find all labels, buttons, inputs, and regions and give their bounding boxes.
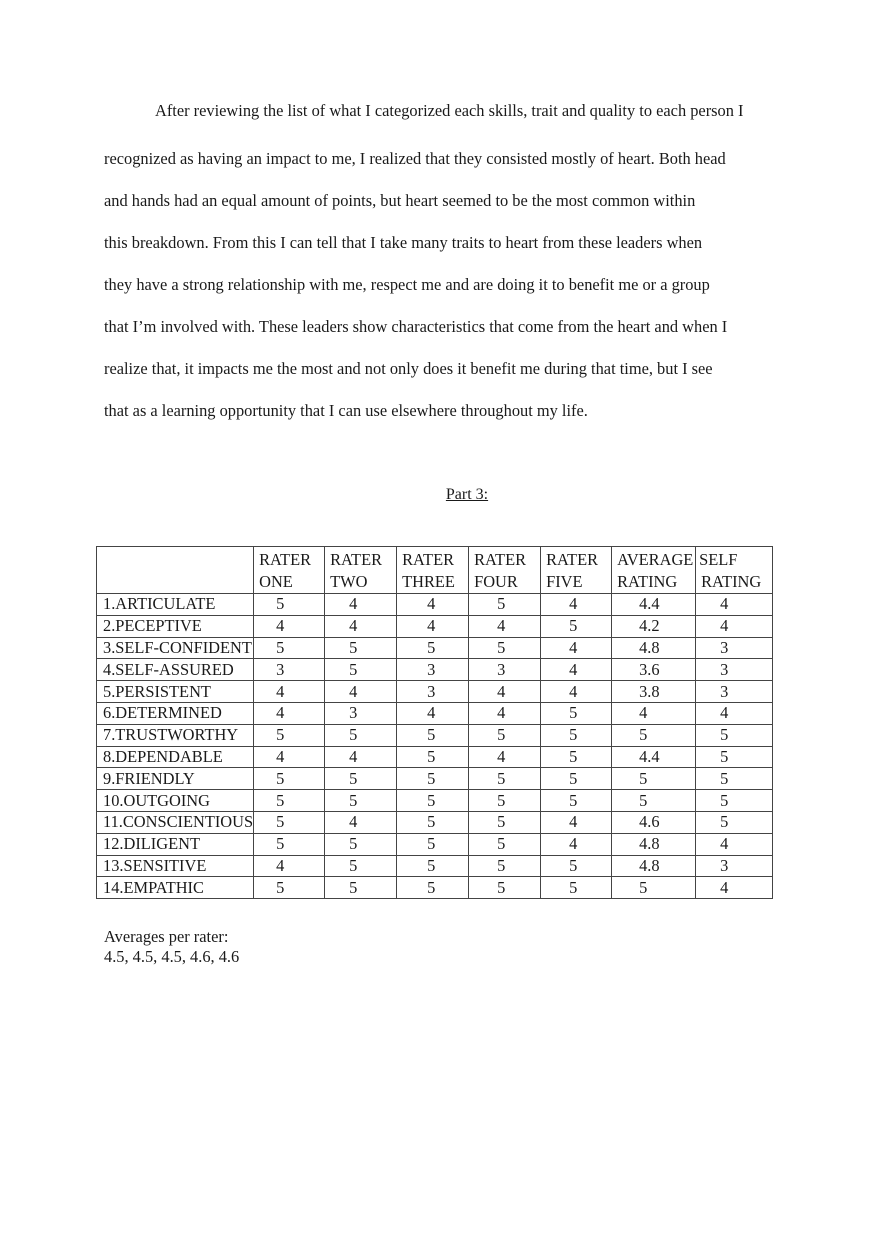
rating-cell [541, 746, 612, 768]
trait-name: 6.DETERMINED [103, 703, 222, 723]
header-line: SELF [699, 550, 738, 569]
table-row [97, 746, 773, 768]
rating-value: 5 [497, 594, 506, 614]
rating-value: 4 [427, 703, 436, 723]
rating-value: 5 [497, 812, 506, 832]
table-row [97, 681, 773, 703]
rating-cell [397, 615, 469, 637]
trait-name: 1.ARTICULATE [103, 594, 216, 614]
rating-value: 3 [720, 637, 729, 657]
rating-value: 5 [276, 768, 285, 788]
table-row [97, 768, 773, 790]
header-line: RATING [617, 571, 678, 591]
trait-cell [97, 790, 254, 812]
rating-value: 5 [349, 790, 358, 810]
rating-cell [254, 681, 325, 703]
rating-cell [696, 724, 773, 746]
rating-value: 4 [569, 637, 578, 657]
rating-value: 3.8 [639, 681, 660, 701]
rating-value: 4 [569, 594, 578, 614]
rating-cell [325, 833, 397, 855]
rating-cell [612, 877, 696, 899]
rating-value: 5 [276, 725, 285, 745]
rating-cell [541, 702, 612, 724]
rating-cell [696, 768, 773, 790]
rating-value: 5 [569, 703, 578, 723]
rating-value: 4 [349, 594, 358, 614]
rating-cell [696, 833, 773, 855]
rating-value: 4 [720, 594, 729, 614]
paragraph-line: that as a learning opportunity that I can use elsewhere throughout my life. [104, 401, 588, 420]
rating-cell [541, 811, 612, 833]
rating-value: 5 [569, 616, 578, 636]
rating-value: 3 [276, 659, 285, 679]
rating-cell [696, 790, 773, 812]
rating-cell [397, 659, 469, 681]
rating-cell [254, 811, 325, 833]
rating-cell [469, 855, 541, 877]
rating-value: 5 [427, 834, 436, 854]
rating-cell [541, 833, 612, 855]
header-line: TWO [330, 571, 368, 591]
rating-cell [696, 877, 773, 899]
rating-value: 4 [349, 812, 358, 832]
rating-cell [696, 811, 773, 833]
rating-cell [254, 637, 325, 659]
rating-cell [612, 659, 696, 681]
rating-cell [254, 615, 325, 637]
paragraph-line: recognized as having an impact to me, I realized that they consisted mostly of heart. Both head [104, 149, 726, 168]
header-cell-self-rating [696, 547, 773, 594]
rating-value: 4 [569, 681, 578, 701]
rating-value: 5 [569, 855, 578, 875]
rating-cell [325, 877, 397, 899]
rating-cell [612, 790, 696, 812]
header-line: FOUR [474, 571, 518, 591]
rating-value: 4.8 [639, 834, 660, 854]
rating-value: 5 [276, 877, 285, 897]
rating-value: 5 [639, 768, 648, 788]
table-row [97, 637, 773, 659]
section-heading-text: Part 3: [445, 486, 489, 503]
trait-cell [97, 855, 254, 877]
table-row [97, 790, 773, 812]
rating-value: 5 [349, 834, 358, 854]
rating-cell [612, 833, 696, 855]
rating-value: 5 [720, 725, 729, 745]
table-row [97, 877, 773, 899]
header-line: THREE [402, 571, 455, 591]
rater-averages-values: 4.5, 4.5, 4.5, 4.6, 4.6 [104, 947, 240, 966]
rating-value: 4 [720, 616, 729, 636]
table-row [97, 724, 773, 746]
header-cell-rater-five [541, 547, 612, 594]
rating-value: 4.8 [639, 637, 660, 657]
trait-cell [97, 811, 254, 833]
rating-value: 3 [720, 659, 729, 679]
trait-cell [97, 637, 254, 659]
rating-value: 5 [276, 637, 285, 657]
rating-cell [469, 637, 541, 659]
rating-value: 5 [427, 746, 436, 766]
trait-cell [97, 724, 254, 746]
rating-value: 5 [720, 790, 729, 810]
rating-value: 4 [349, 746, 358, 766]
rating-cell [541, 659, 612, 681]
rating-value: 5 [720, 746, 729, 766]
header-line: RATER [330, 550, 383, 569]
trait-name: 10.OUTGOING [103, 790, 210, 810]
rating-value: 5 [639, 790, 648, 810]
rating-value: 4.4 [639, 746, 660, 766]
trait-name: 5.PERSISTENT [103, 681, 211, 701]
rating-cell [541, 615, 612, 637]
rating-cell [254, 702, 325, 724]
rating-cell [325, 724, 397, 746]
paragraph-line: they have a strong relationship with me, respect me and are doing it to benefit me or a group [104, 275, 710, 294]
rating-value: 5 [427, 812, 436, 832]
table-row [97, 594, 773, 616]
rating-cell [469, 659, 541, 681]
rating-value: 5 [639, 725, 648, 745]
rating-cell [541, 790, 612, 812]
rating-cell [541, 594, 612, 616]
rating-cell [541, 855, 612, 877]
rating-cell [254, 594, 325, 616]
table-row [97, 702, 773, 724]
rating-value: 4 [720, 877, 729, 897]
rater-averages [104, 927, 239, 967]
trait-cell [97, 833, 254, 855]
rating-cell [696, 659, 773, 681]
rating-cell [612, 855, 696, 877]
rating-cell [696, 702, 773, 724]
rating-cell [469, 681, 541, 703]
rating-cell [612, 615, 696, 637]
table-row [97, 659, 773, 681]
rating-cell [469, 877, 541, 899]
table-row [97, 833, 773, 855]
rating-cell [469, 768, 541, 790]
rating-value: 3 [720, 855, 729, 875]
rating-value: 5 [427, 855, 436, 875]
trait-cell [97, 768, 254, 790]
rating-value: 5 [276, 790, 285, 810]
rating-cell [325, 659, 397, 681]
rating-cell [469, 594, 541, 616]
rating-value: 3 [349, 703, 358, 723]
rating-cell [254, 659, 325, 681]
table-row [97, 811, 773, 833]
rating-cell [325, 681, 397, 703]
rating-value: 5 [497, 768, 506, 788]
rating-value: 5 [569, 746, 578, 766]
header-line: AVERAGE [617, 550, 694, 569]
rating-cell [254, 724, 325, 746]
rating-cell [469, 746, 541, 768]
header-line: RATER [546, 550, 599, 569]
rating-value: 5 [497, 790, 506, 810]
rating-value: 5 [427, 637, 436, 657]
rating-value: 5 [427, 790, 436, 810]
header-line: RATING [701, 571, 762, 591]
rating-cell [397, 681, 469, 703]
rating-cell [397, 855, 469, 877]
rating-value: 5 [427, 877, 436, 897]
rating-value: 3 [427, 681, 436, 701]
paragraph-line: that I’m involved with. These leaders show characteristics that come from the heart and when I [104, 317, 728, 336]
trait-name: 11.CONSCIENTIOUS [103, 812, 254, 832]
trait-cell [97, 746, 254, 768]
rating-value: 4 [720, 703, 729, 723]
rating-cell [469, 833, 541, 855]
rating-cell [469, 615, 541, 637]
trait-cell [97, 702, 254, 724]
rating-cell [541, 681, 612, 703]
rating-cell [612, 637, 696, 659]
rating-value: 4 [497, 681, 506, 701]
rating-cell [469, 811, 541, 833]
rating-cell [397, 833, 469, 855]
rating-cell [696, 594, 773, 616]
rater-averages-label: Averages per rater: [104, 927, 229, 946]
rating-cell [541, 637, 612, 659]
table-header-row [97, 547, 773, 594]
rating-cell [397, 790, 469, 812]
rating-cell [541, 768, 612, 790]
rating-cell [469, 724, 541, 746]
rating-value: 4.8 [639, 855, 660, 875]
rating-cell [254, 746, 325, 768]
rating-cell [254, 790, 325, 812]
rating-cell [325, 637, 397, 659]
trait-name: 2.PECEPTIVE [103, 616, 202, 636]
header-line: FIVE [546, 571, 583, 591]
rating-cell [325, 746, 397, 768]
rating-cell [397, 768, 469, 790]
section-heading [0, 485, 880, 505]
rating-value: 4 [639, 703, 648, 723]
rating-cell [325, 811, 397, 833]
trait-cell [97, 877, 254, 899]
rating-value: 4 [276, 681, 285, 701]
rating-value: 4 [349, 616, 358, 636]
rating-value: 5 [497, 725, 506, 745]
rating-value: 4.2 [639, 616, 660, 636]
rating-value: 5 [639, 877, 648, 897]
rating-cell [612, 768, 696, 790]
rating-value: 5 [349, 855, 358, 875]
rating-cell [325, 790, 397, 812]
rating-value: 5 [720, 768, 729, 788]
rating-value: 4 [720, 834, 729, 854]
rating-value: 4 [569, 659, 578, 679]
rating-value: 5 [276, 834, 285, 854]
rating-cell [397, 594, 469, 616]
table-row [97, 855, 773, 877]
rating-value: 4 [569, 834, 578, 854]
rating-cell [397, 877, 469, 899]
rating-cell [696, 746, 773, 768]
rating-value: 4 [497, 746, 506, 766]
rating-value: 4.4 [639, 594, 660, 614]
rating-cell [696, 637, 773, 659]
rating-cell [612, 746, 696, 768]
paragraph-line: realize that, it impacts me the most and not only does it benefit me during that time, but I see [104, 359, 713, 378]
rating-value: 4.6 [639, 812, 660, 832]
trait-name: 7.TRUSTWORTHY [103, 725, 239, 745]
paragraph-line: this breakdown. From this I can tell that I take many traits to heart from these leaders when [104, 233, 703, 252]
rating-value: 4 [349, 681, 358, 701]
rating-cell [397, 746, 469, 768]
rating-cell [325, 702, 397, 724]
rating-value: 5 [349, 725, 358, 745]
header-cell-rater-two [325, 547, 397, 594]
header-cell-blank [97, 547, 254, 594]
rating-cell [612, 594, 696, 616]
rating-value: 4 [427, 594, 436, 614]
rating-cell [325, 855, 397, 877]
paragraph-line: After reviewing the list of what I categorized each skills, trait and quality to each person I [155, 101, 744, 120]
rating-value: 5 [720, 812, 729, 832]
rating-value: 4 [276, 616, 285, 636]
trait-name: 8.DEPENDABLE [103, 746, 223, 766]
trait-cell [97, 615, 254, 637]
rating-value: 5 [349, 877, 358, 897]
trait-name: 9.FRIENDLY [103, 768, 195, 788]
trait-name: 14.EMPATHIC [103, 877, 204, 897]
rating-value: 4 [276, 703, 285, 723]
header-line: RATER [402, 550, 455, 569]
header-cell-average-rating [612, 547, 696, 594]
rating-value: 4 [497, 616, 506, 636]
rating-cell [397, 811, 469, 833]
rating-value: 5 [349, 768, 358, 788]
trait-name: 4.SELF-ASSURED [103, 659, 234, 679]
rating-cell [612, 811, 696, 833]
rating-value: 5 [497, 637, 506, 657]
rating-cell [397, 637, 469, 659]
paragraph-line: and hands had an equal amount of points, but heart seemed to be the most common within [104, 191, 696, 210]
rating-cell [696, 615, 773, 637]
trait-cell [97, 659, 254, 681]
rating-value: 3 [427, 659, 436, 679]
trait-name: 13.SENSITIVE [103, 855, 207, 875]
header-line: ONE [259, 571, 293, 591]
rating-cell [325, 768, 397, 790]
rating-value: 5 [276, 812, 285, 832]
rating-value: 4 [427, 616, 436, 636]
rating-cell [696, 681, 773, 703]
header-cell-rater-three [397, 547, 469, 594]
trait-name: 12.DILIGENT [103, 834, 200, 854]
rating-cell [612, 724, 696, 746]
rating-cell [612, 681, 696, 703]
header-cell-rater-four [469, 547, 541, 594]
rating-value: 4 [569, 812, 578, 832]
rating-cell [469, 790, 541, 812]
rating-cell [397, 702, 469, 724]
rating-value: 3 [497, 659, 506, 679]
rating-value: 5 [276, 594, 285, 614]
header-line: RATER [259, 550, 312, 569]
rating-cell [254, 855, 325, 877]
rating-cell [254, 877, 325, 899]
rating-value: 5 [569, 877, 578, 897]
rating-value: 5 [569, 790, 578, 810]
rating-cell [696, 855, 773, 877]
rating-value: 5 [569, 768, 578, 788]
rating-value: 3.6 [639, 659, 660, 679]
trait-cell [97, 681, 254, 703]
rating-value: 5 [349, 659, 358, 679]
rating-value: 5 [427, 725, 436, 745]
rating-value: 4 [497, 703, 506, 723]
header-cell-rater-one [254, 547, 325, 594]
rating-value: 5 [497, 877, 506, 897]
table-row [97, 615, 773, 637]
rating-cell [469, 702, 541, 724]
rating-cell [325, 615, 397, 637]
rating-value: 5 [569, 725, 578, 745]
rating-cell [541, 724, 612, 746]
rating-cell [397, 724, 469, 746]
trait-name: 3.SELF-CONFIDENT [103, 637, 252, 657]
rating-value: 5 [497, 855, 506, 875]
rating-value: 5 [427, 768, 436, 788]
rating-cell [254, 833, 325, 855]
rating-cell [612, 702, 696, 724]
rating-value: 3 [720, 681, 729, 701]
rating-value: 4 [276, 746, 285, 766]
rating-cell [254, 768, 325, 790]
rating-value: 5 [497, 834, 506, 854]
rating-value: 4 [276, 855, 285, 875]
header-line: RATER [474, 550, 527, 569]
rating-cell [541, 877, 612, 899]
trait-cell [97, 594, 254, 616]
rating-cell [325, 594, 397, 616]
rating-value: 5 [349, 637, 358, 657]
ratings-table [96, 546, 773, 899]
